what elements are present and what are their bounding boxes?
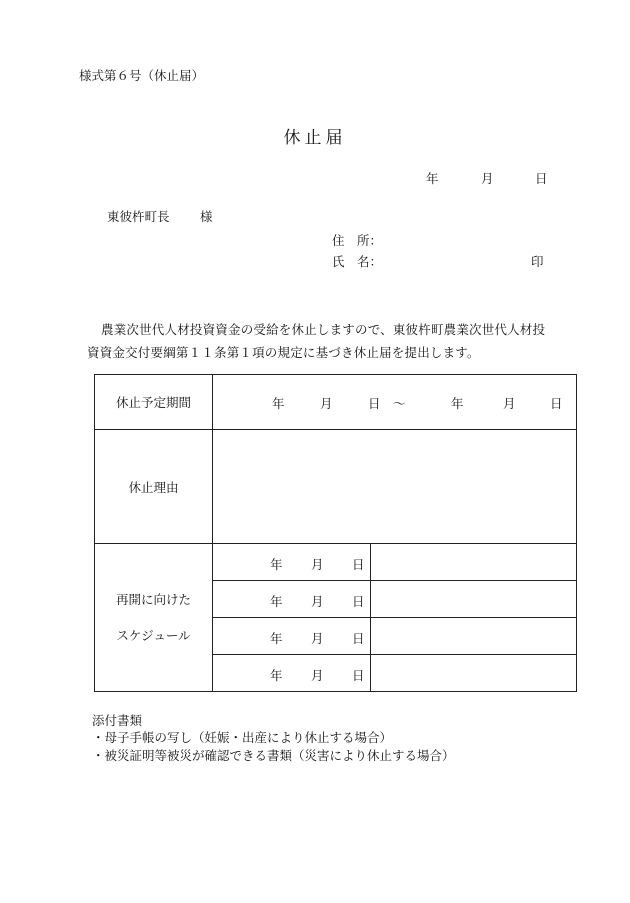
schedule-label-line1: 再開に向けた (115, 591, 191, 607)
schedule-day-label: 日 (352, 594, 365, 609)
schedule-label (95, 544, 213, 692)
date-month-label: 月 (481, 171, 494, 186)
period-tilde: 〜 (393, 396, 406, 411)
period-end-year: 年 (451, 396, 464, 411)
schedule-month-label: 月 (311, 631, 324, 646)
addressee-honorific: 様 (200, 209, 213, 224)
reason-field[interactable] (213, 430, 577, 544)
attachment-item: ・母子手帳の写し（妊娠・出産により休止する場合） (92, 730, 393, 745)
schedule-content-field[interactable] (371, 655, 577, 692)
schedule-content-field[interactable] (371, 544, 577, 581)
form-number: 様式第６号（休止届） (79, 68, 205, 83)
schedule-day-label: 日 (352, 631, 365, 646)
document-title: 休止届 (283, 128, 347, 148)
body-text: 農業次世代人材投資資金の受給を休止しますので、東彼杵町農業次世代人材投資資金交付要綱第１１条第１項の規定に基づき休止届を提出します。 (87, 322, 546, 360)
schedule-date-field[interactable] (213, 618, 371, 655)
seal-mark: 印 (531, 254, 544, 269)
period-start-year: 年 (272, 396, 285, 411)
period-start-day: 日 (368, 396, 381, 411)
schedule-content-field[interactable] (371, 581, 577, 618)
date-day-label: 日 (535, 171, 548, 186)
schedule-label-line2: スケジュール (116, 627, 191, 643)
schedule-year-label: 年 (270, 668, 283, 683)
address-label: 住 所： (332, 233, 383, 248)
suspension-form-table (94, 374, 577, 692)
reason-row (95, 430, 577, 544)
schedule-date-field[interactable] (213, 581, 371, 618)
schedule-month-label: 月 (311, 594, 324, 609)
schedule-row (95, 544, 577, 581)
attachment-item: ・被災証明等被災が確認できる書類（災害により休止する場合） (92, 748, 455, 763)
date-year-label: 年 (426, 171, 439, 186)
reason-label: 休止理由 (95, 430, 213, 544)
schedule-day-label: 日 (352, 668, 365, 683)
period-start-month: 月 (320, 396, 333, 411)
period-row (95, 375, 577, 430)
schedule-day-label: 日 (352, 557, 365, 572)
schedule-year-label: 年 (270, 594, 283, 609)
schedule-month-label: 月 (311, 668, 324, 683)
schedule-year-label: 年 (270, 631, 283, 646)
schedule-year-label: 年 (270, 557, 283, 572)
schedule-content-field[interactable] (371, 618, 577, 655)
addressee-name: 東彼杵町長 (107, 209, 170, 224)
period-end-day: 日 (550, 396, 563, 411)
period-end-month: 月 (503, 396, 516, 411)
period-field[interactable] (213, 375, 577, 430)
schedule-date-field[interactable] (213, 655, 371, 692)
attachments-title: 添付書類 (92, 713, 143, 728)
period-label: 休止予定期間 (95, 375, 213, 430)
schedule-month-label: 月 (311, 557, 324, 572)
name-label: 氏 名： (332, 254, 383, 269)
schedule-date-field[interactable] (213, 544, 371, 581)
